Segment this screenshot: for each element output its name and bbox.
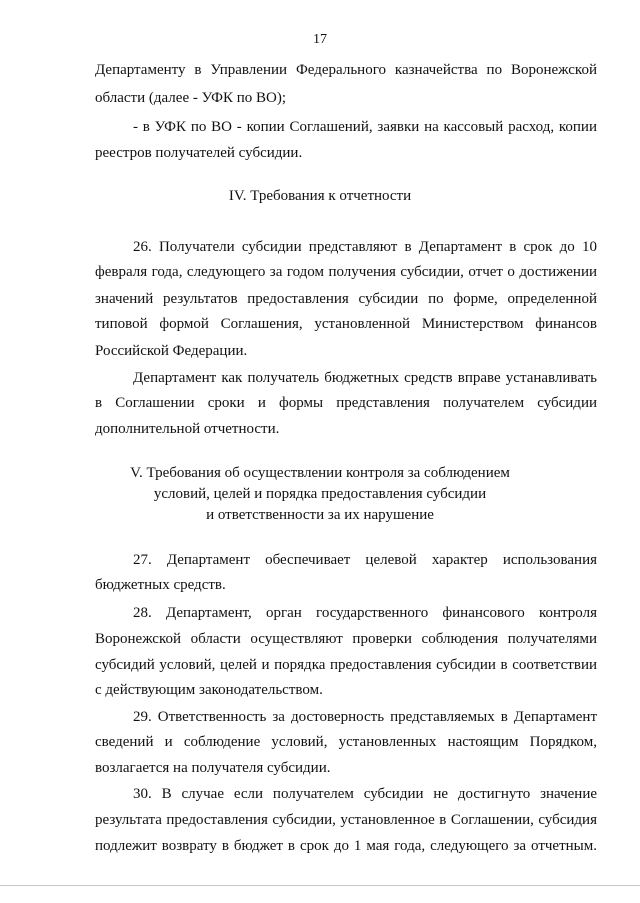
paragraph-29-line: возлагается на получателя субсидии. [95,760,331,776]
section-heading-iv: IV. Требования к отчетности [228,188,412,204]
paragraph-26-line: типовой формой Соглашения, установленной Министерством финансов [95,316,597,332]
paragraph-line: в Соглашении сроки и формы представления получателем субсидии [95,395,597,411]
paragraph-27-line: 27. Департамент обеспечивает целевой характер использования [133,552,597,568]
paragraph-27-line: бюджетных средств. [95,577,226,593]
paragraph-30-line: результата предоставления субсидии, установленное в Соглашении, субсидия [95,812,597,828]
paragraph-28-line: субсидий условий, целей и порядка предоставления субсидии в соответствии [95,657,597,673]
section-heading-v: и ответственности за их нарушение [206,507,434,523]
body-line: реестров получателей субсидии. [95,145,303,161]
paragraph-28-line: Воронежской области осуществляют проверки соблюдения получателями [95,631,597,647]
paragraph-line: Департамент как получатель бюджетных средств вправе устанавливать [133,370,597,386]
page-number: 17 [313,32,327,47]
page-bottom-rule [0,885,640,886]
section-heading-v: условий, целей и порядка предоставления субсидии [153,486,487,502]
body-line: области (далее - УФК по ВО); [95,90,286,106]
body-line: - в УФК по ВО - копии Соглашений, заявки на кассовый расход, копии [133,119,597,135]
paragraph-26-line: февраля года, следующего за годом получения субсидии, отчет о достижении [95,264,597,280]
paragraph-28-line: с действующим законодательством. [95,682,323,698]
paragraph-28-line: 28. Департамент, орган государственного финансового контроля [133,605,597,621]
paragraph-26-line: 26. Получатели субсидии представляют в Департамент в срок до 10 [133,239,597,255]
body-line: Департаменту в Управлении Федерального казначейства по Воронежской [95,62,597,78]
paragraph-29-line: сведений и соблюдение условий, установленных настоящим Порядком, [95,734,597,750]
paragraph-30-line: подлежит возврату в бюджет в срок до 1 мая года, следующего за отчетным. [95,838,597,854]
paragraph-29-line: 29. Ответственность за достоверность представляемых в Департамент [133,709,597,725]
paragraph-30-line: 30. В случае если получателем субсидии не достигнуто значение [133,786,597,802]
paragraph-line: дополнительной отчетности. [95,421,280,437]
section-heading-v: V. Требования об осуществлении контроля за соблюдением [130,465,510,481]
paragraph-26-line: значений результатов предоставления субсидии по форме, определенной [95,291,597,307]
paragraph-26-line: Российской Федерации. [95,343,248,359]
